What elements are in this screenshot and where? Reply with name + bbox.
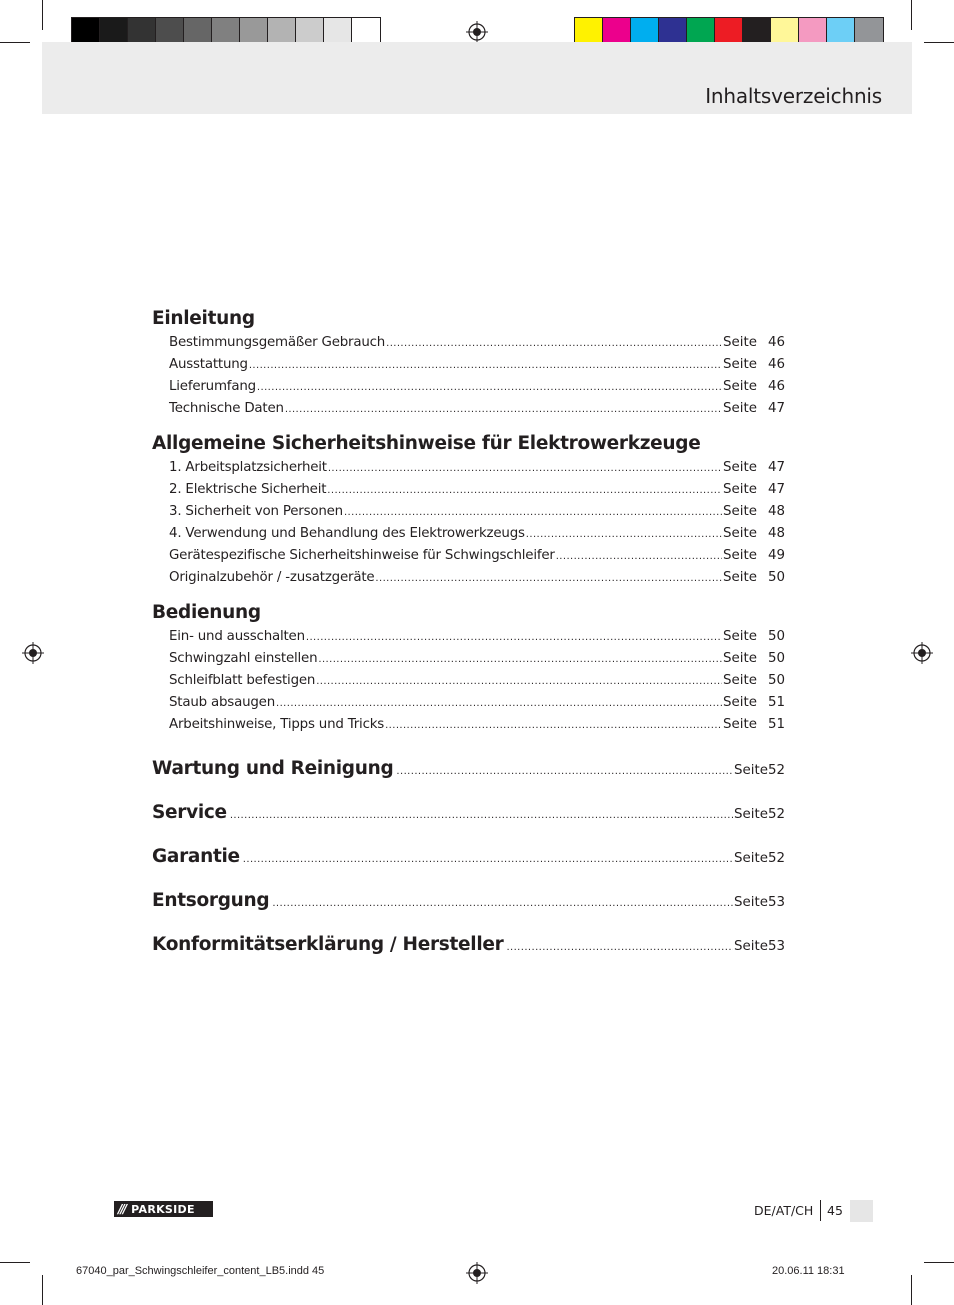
seite-label: Seite — [723, 651, 757, 666]
seite-label: Seite — [723, 482, 757, 497]
toc-entry — [152, 354, 785, 376]
toc-entry — [152, 398, 785, 420]
entry-label: Ausstattung — [169, 357, 248, 372]
crop-mark — [42, 0, 43, 30]
entry-label: Ein- und ausschalten — [169, 629, 305, 644]
seite-label: Seite — [723, 357, 757, 372]
dot-leader — [385, 715, 722, 737]
entry-page-number: 50 — [767, 629, 785, 644]
entry-page-number: 48 — [767, 504, 785, 519]
entry-page-number: 52 — [767, 851, 785, 866]
dot-leader — [316, 671, 722, 693]
toc-section — [152, 600, 785, 736]
toc-entry — [152, 670, 785, 692]
entry-page-number: 51 — [767, 695, 785, 710]
toc-major-entry — [152, 923, 785, 967]
logo-slashes-icon: /// — [118, 1202, 126, 1216]
seite-label: Seite — [723, 548, 757, 563]
crop-mark — [924, 1262, 954, 1263]
seite-label: Seite — [723, 335, 757, 350]
dot-leader — [396, 750, 733, 794]
entry-label: Schwingzahl einstellen — [169, 651, 318, 666]
toc-major-entry — [152, 835, 785, 879]
entry-page-number: 46 — [767, 379, 785, 394]
dot-leader — [375, 568, 722, 590]
toc-section — [152, 431, 785, 589]
dot-leader — [285, 399, 722, 421]
entry-label: Gerätespezifische Sicherheitshinweise für Schwingschleifer — [169, 548, 555, 563]
entry-label: Schleifblatt befestigen — [169, 673, 316, 688]
registration-mark-icon — [466, 21, 488, 43]
table-of-contents — [152, 306, 785, 967]
seite-label: Seite — [723, 570, 757, 585]
entry-label: Bestimmungsgemäßer Gebrauch — [169, 335, 386, 350]
entry-label: Originalzubehör / -zusatzgeräte — [169, 570, 375, 585]
toc-entry — [152, 714, 785, 736]
section-heading: Allgemeine Sicherheitshinweise für Elektrowerkzeuge — [152, 433, 701, 454]
seite-label: Seite — [723, 673, 757, 688]
toc-major-sections — [152, 747, 785, 967]
entry-page-number: 50 — [767, 651, 785, 666]
dot-leader — [526, 524, 722, 546]
dot-leader — [506, 926, 733, 970]
entry-label: Technische Daten — [169, 401, 284, 416]
entry-label: 3. Sicherheit von Personen — [169, 504, 343, 519]
toc-entry — [152, 692, 785, 714]
dot-leader — [318, 649, 722, 671]
entry-page-number: 47 — [767, 401, 785, 416]
toc-entry — [152, 648, 785, 670]
toc-entry — [152, 457, 785, 479]
crop-mark — [0, 42, 30, 43]
seite-label: Seite — [734, 807, 768, 822]
entry-page-number: 53 — [767, 895, 785, 910]
seite-label: Seite — [723, 717, 757, 732]
seite-label: Seite — [723, 695, 757, 710]
seite-label: Seite — [723, 460, 757, 475]
toc-entry — [152, 523, 785, 545]
dot-leader — [249, 355, 722, 377]
dot-leader — [257, 377, 722, 399]
section-heading: Bedienung — [152, 602, 261, 623]
slug-file-info: 67040_par_Schwingschleifer_content_LB5.indd 45 — [76, 1265, 325, 1277]
crop-mark — [911, 1275, 912, 1305]
page-title: Inhaltsverzeichnis — [705, 84, 882, 108]
page-number: 45 — [827, 1203, 843, 1218]
entry-page-number: 47 — [767, 482, 785, 497]
crop-mark — [924, 42, 954, 43]
footer-divider — [820, 1200, 821, 1221]
major-heading: Garantie — [152, 846, 240, 867]
crop-mark — [0, 1262, 30, 1263]
seite-label: Seite — [734, 763, 768, 778]
entry-page-number: 49 — [767, 548, 785, 563]
entry-page-number: 46 — [767, 335, 785, 350]
seite-label: Seite — [723, 629, 757, 644]
dot-leader — [344, 502, 722, 524]
dot-leader — [243, 838, 733, 882]
entry-label: Arbeitshinweise, Tipps und Tricks — [169, 717, 385, 732]
slug-datetime: 20.06.11 18:31 — [772, 1265, 845, 1277]
major-heading: Wartung und Reinigung — [152, 758, 394, 779]
toc-entry — [152, 332, 785, 354]
toc-major-entry — [152, 747, 785, 791]
toc-entry — [152, 501, 785, 523]
registration-mark-icon — [466, 1262, 488, 1284]
dot-leader — [556, 546, 722, 568]
major-heading: Entsorgung — [152, 890, 270, 911]
dot-leader — [328, 458, 722, 480]
seite-label: Seite — [734, 895, 768, 910]
dot-leader — [272, 882, 733, 926]
major-heading: Konformitätserklärung / Hersteller — [152, 934, 504, 955]
toc-entry — [152, 376, 785, 398]
entry-label: Staub absaugen — [169, 695, 275, 710]
entry-page-number: 50 — [767, 570, 785, 585]
entry-label: 1. Arbeitsplatzsicherheit — [169, 460, 327, 475]
crop-mark — [911, 0, 912, 30]
major-heading: Service — [152, 802, 227, 823]
toc-section — [152, 306, 785, 420]
seite-label: Seite — [734, 939, 768, 954]
registration-mark-icon — [22, 642, 44, 664]
toc-entry — [152, 626, 785, 648]
dot-leader — [306, 627, 722, 649]
entry-page-number: 52 — [767, 807, 785, 822]
page-number-box — [850, 1200, 873, 1222]
entry-label: 4. Verwendung und Behandlung des Elektrowerkzeugs — [169, 526, 525, 541]
dot-leader — [230, 794, 733, 838]
dot-leader — [386, 333, 722, 355]
toc-entry — [152, 567, 785, 589]
language-code: DE/AT/CH — [754, 1203, 814, 1218]
toc-entry — [152, 545, 785, 567]
dot-leader — [327, 480, 722, 502]
entry-label: 2. Elektrische Sicherheit — [169, 482, 327, 497]
toc-entry — [152, 479, 785, 501]
seite-label: Seite — [723, 401, 757, 416]
section-heading: Einleitung — [152, 308, 255, 329]
entry-page-number: 48 — [767, 526, 785, 541]
logo-text: PARKSIDE — [131, 1202, 195, 1216]
entry-label: Lieferumfang — [169, 379, 256, 394]
dot-leader — [276, 693, 722, 715]
entry-page-number: 46 — [767, 357, 785, 372]
entry-page-number: 53 — [767, 939, 785, 954]
entry-page-number: 47 — [767, 460, 785, 475]
crop-mark — [42, 1275, 43, 1305]
registration-mark-icon — [911, 642, 933, 664]
seite-label: Seite — [723, 504, 757, 519]
entry-page-number: 52 — [767, 763, 785, 778]
seite-label: Seite — [734, 851, 768, 866]
entry-page-number: 51 — [767, 717, 785, 732]
toc-major-entry — [152, 879, 785, 923]
parkside-logo — [114, 1201, 213, 1217]
entry-page-number: 50 — [767, 673, 785, 688]
seite-label: Seite — [723, 379, 757, 394]
seite-label: Seite — [723, 526, 757, 541]
toc-major-entry — [152, 791, 785, 835]
